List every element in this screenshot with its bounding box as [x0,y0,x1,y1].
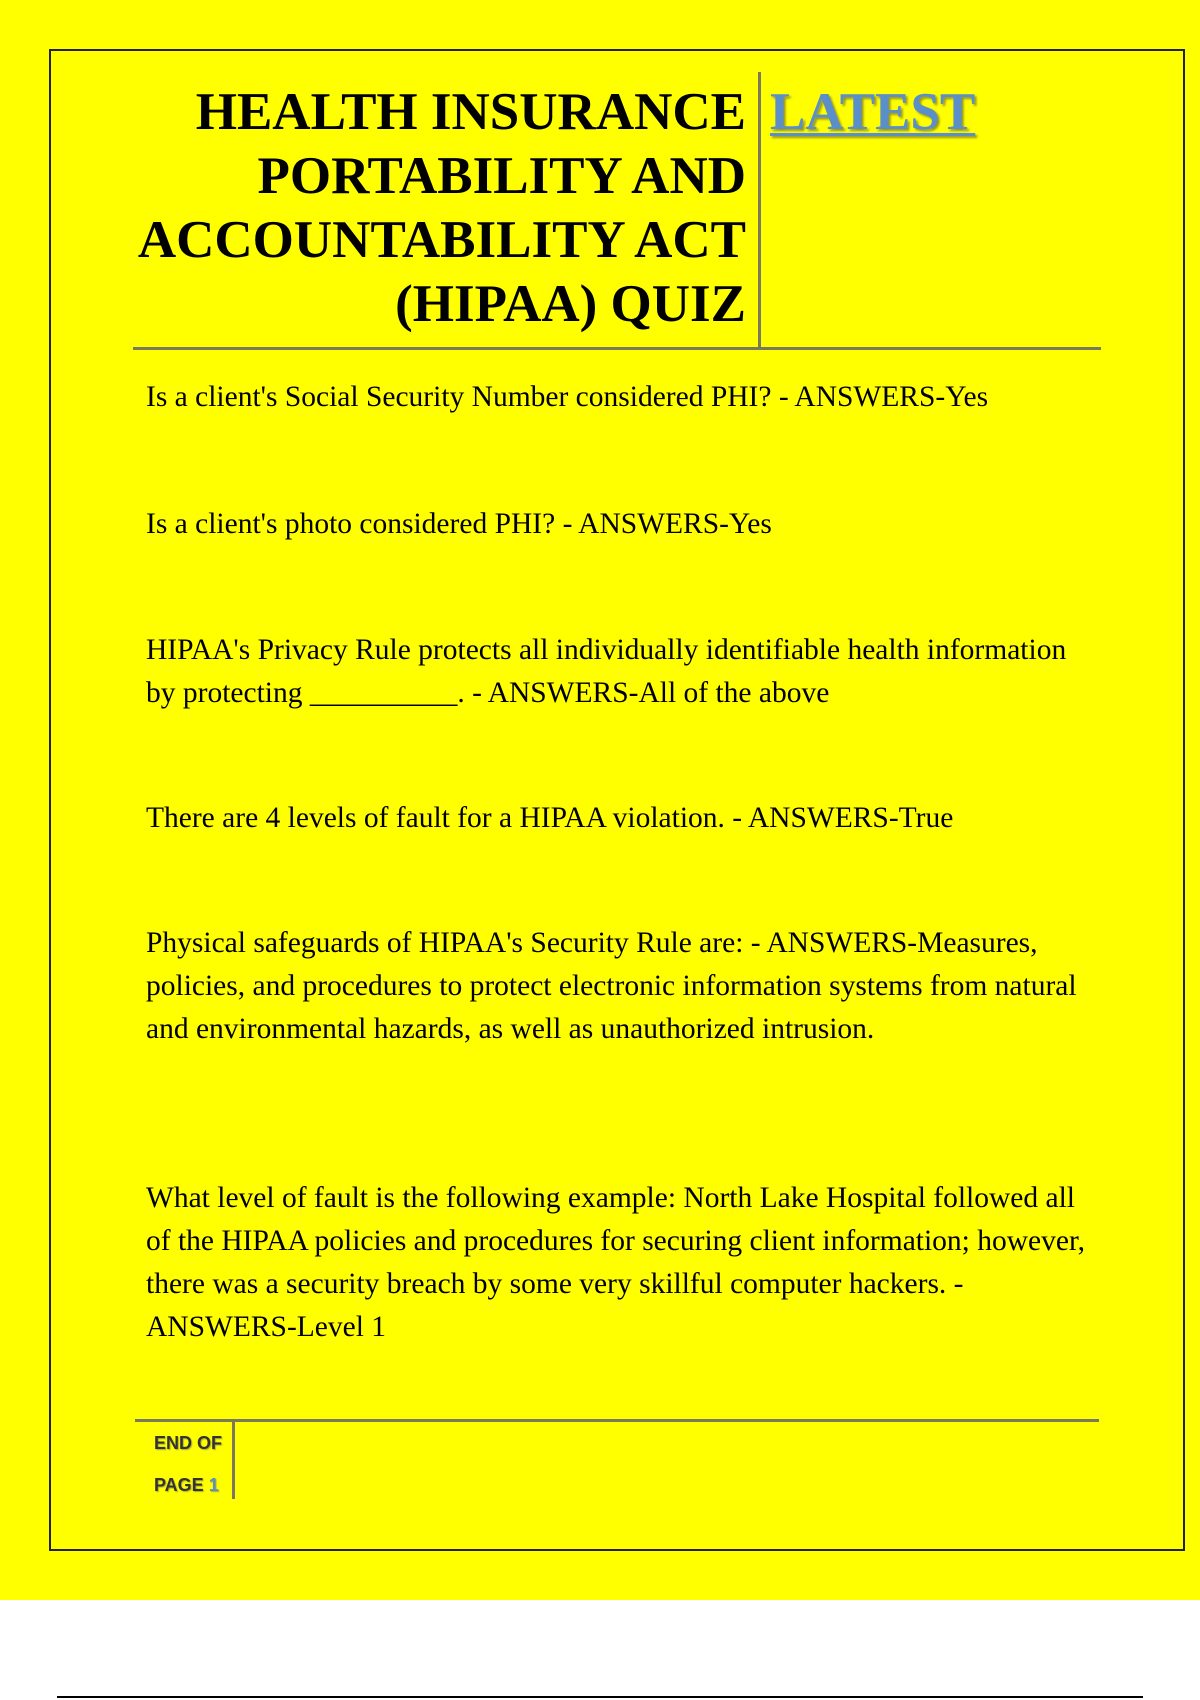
bottom-rule [57,1696,1143,1698]
page-number: 1 [208,1475,219,1495]
page-end-label [154,1422,234,1506]
qa-item-2: Is a client's photo considered PHI? - ANSWERS-Yes [146,508,772,540]
footer-rule [135,1419,1099,1422]
qa-item-1: Is a client's Social Security Number considered PHI? - ANSWERS-Yes [146,381,989,413]
page-word: PAGE [154,1475,204,1495]
qa-item-6: What level of fault is the following example: North Lake Hospital followed all of the HIPAA policies and procedures for securing client information; however, there was a security breach by some very skillful computer hackers. - ANSWERS-Level 1 [146,1182,1086,1343]
qa-item-5: Physical safeguards of HIPAA's Security Rule are: - ANSWERS-Measures, policies, and procedures to protect electronic information systems from natural and environmental hazards, as well as unauthorized intrusion. [146,927,1077,1045]
end-of-label: END OF [154,1433,223,1453]
header-rule [133,347,1101,350]
header-divider [758,72,761,349]
qa-item-3: HIPAA's Privacy Rule protects all individually identifiable health information by protecting __________. - ANSWERS-All of the above [146,634,1067,709]
footer-divider [232,1421,235,1499]
page-number-label [154,1464,234,1506]
document-title: HEALTH INSURANCE PORTABILITY AND ACCOUNTABILITY ACT (HIPAA) QUIZ [137,83,746,333]
qa-item-4: There are 4 levels of fault for a HIPAA violation. - ANSWERS-True [146,802,954,834]
latest-badge: LATEST [770,83,976,141]
